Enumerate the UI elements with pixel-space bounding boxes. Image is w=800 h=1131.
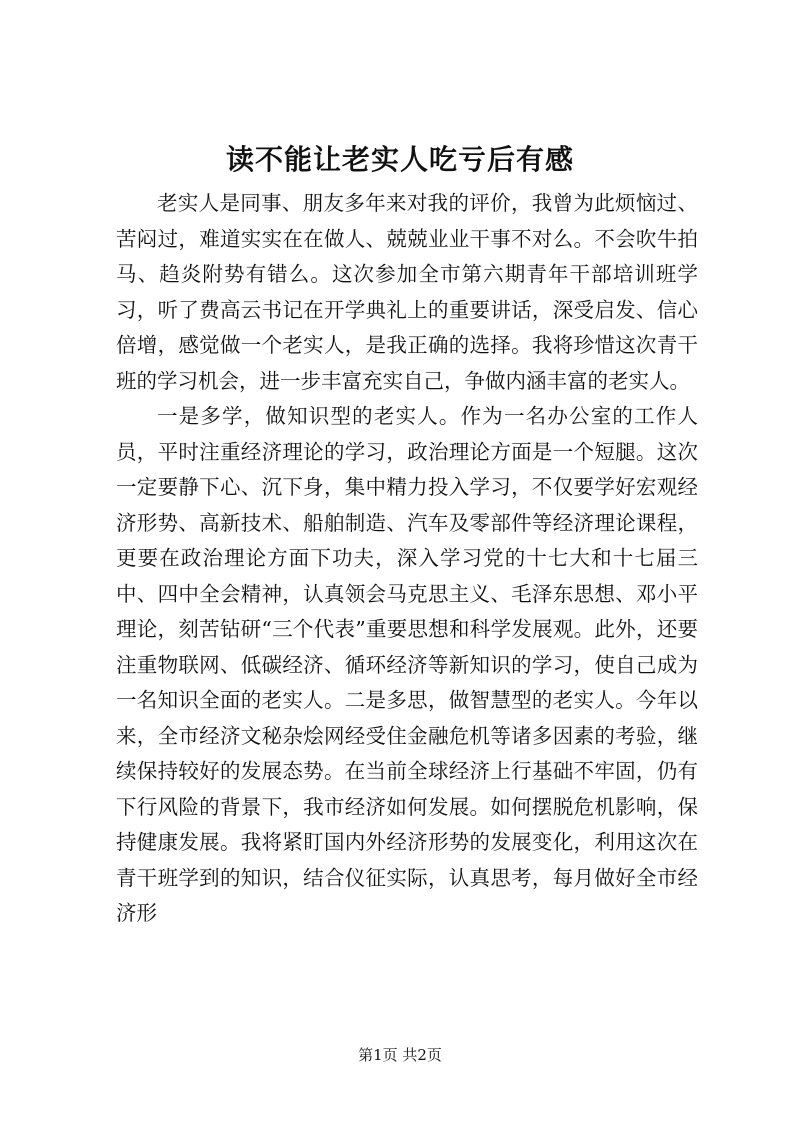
- paragraph-study: 一是多学，做知识型的老实人。作为一名办公室的工作人员，平时注重经济理论的学习，政治理论方面是一个短腿。这次一定要静下心、沉下身，集中精力投入学习，不仅要学好宏观经济形势、高新技术、船舶制造、汽车及零部件等经济理论课程，更要在政治理论方面下功夫，深入学习党的十七大和十七届三中、四中全会精神，认真领会马克思主义、毛泽东思想、邓小平理论，刻苦钻研“三个代表”重要思想和科学发展观。此外，还要注重物联网、低碳经济、循环经济等新知识的学习，使自己成为一名知识全面的老实人。二是多思，做智慧型的老实人。今年以来，全市经济文秘杂烩网经受住金融危机等诸多因素的考验，继续保持较好的发展态势。在当前全球经济上行基础不牢固，仍有下行风险的背景下，我市经济如何发展。如何摆脱危机影响，保持健康发展。我将紧盯国内外经济形势的发展变化，利用这次在青干班学到的知识，结合仪征实际，认真思考，每月做好全市经济形: [116, 404, 698, 925]
- page-footer: 第1页 共2页: [358, 1046, 442, 1064]
- document-body: [116, 186, 698, 932]
- document-title: 读不能让老实人吃亏后有感: [225, 143, 574, 176]
- paragraph-intro: 老实人是同事、朋友多年来对我的评价，我曾为此烦恼过、苦闷过，难道实实在在做人、兢兢业业干事不对么。不会吹牛拍马、趋炎附势有错么。这次参加全市第六期青年干部培训班学习，听了费高云书记在开学典礼上的重要讲话，深受启发、信心倍增，感觉做一个老实人，是我正确的选择。我将珍惜这次青干班的学习机会，进一步丰富充实自己，争做内涵丰富的老实人。: [116, 191, 698, 393]
